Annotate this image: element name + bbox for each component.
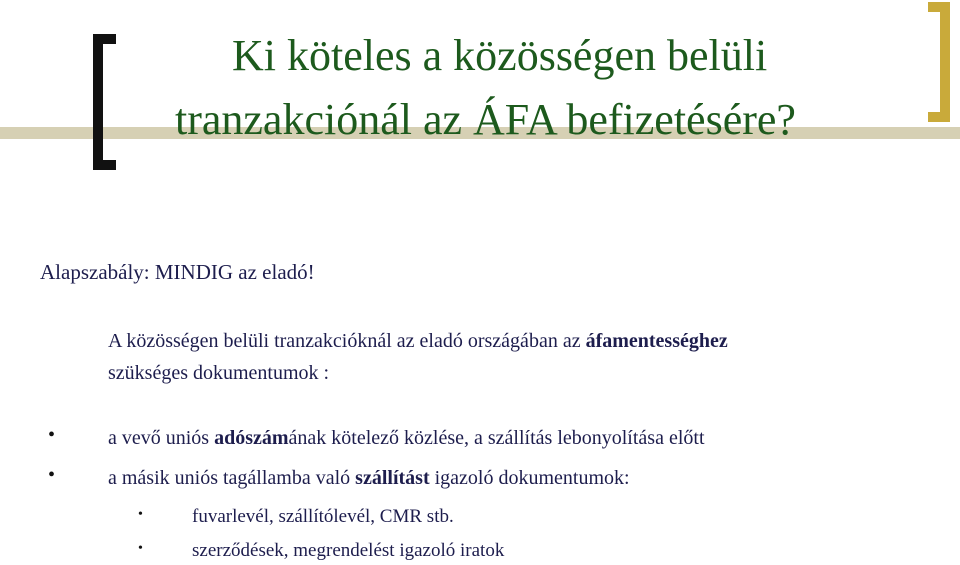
sub-list-item: fuvarlevél, szállítólevél, CMR stb. — [192, 506, 454, 527]
slide-title-line-1: Ki köteles a közösségen belüli — [232, 31, 768, 80]
list-item — [108, 465, 630, 491]
list-item-text: a másik uniós tagállamba való — [108, 467, 356, 489]
list-item-text: ának kötelező közlése, a szállítás lebonyolítása előtt — [288, 427, 705, 449]
right-bracket-decoration — [928, 2, 950, 122]
sub-bullet-icon: • — [138, 507, 143, 522]
slide-title-line-2: tranzakciónál az ÁFA befizetésére? — [175, 95, 796, 144]
paragraph-bold-term: áfamentességhez — [585, 330, 728, 352]
list-item-text: igazoló dokumentumok: — [429, 467, 630, 489]
list-item-text: a vevő uniós — [108, 427, 215, 449]
paragraph-line-1 — [108, 328, 728, 354]
list-item-bold: szállítást — [355, 467, 430, 489]
bullet-icon: • — [48, 464, 56, 486]
paragraph-text: A közösségen belüli tranzakcióknál az eladó országában az — [108, 330, 586, 352]
paragraph-line-2: szükséges dokumentumok : — [108, 362, 330, 384]
sub-bullet-icon: • — [138, 541, 143, 556]
sub-list-item: szerződések, megrendelést igazoló iratok — [192, 540, 505, 561]
bullet-icon: • — [48, 424, 56, 446]
left-bracket-decoration — [93, 34, 116, 170]
list-item — [108, 425, 705, 451]
list-item-bold: adószám — [214, 427, 289, 449]
rule-statement: Alapszabály: MINDIG az eladó! — [40, 260, 315, 284]
